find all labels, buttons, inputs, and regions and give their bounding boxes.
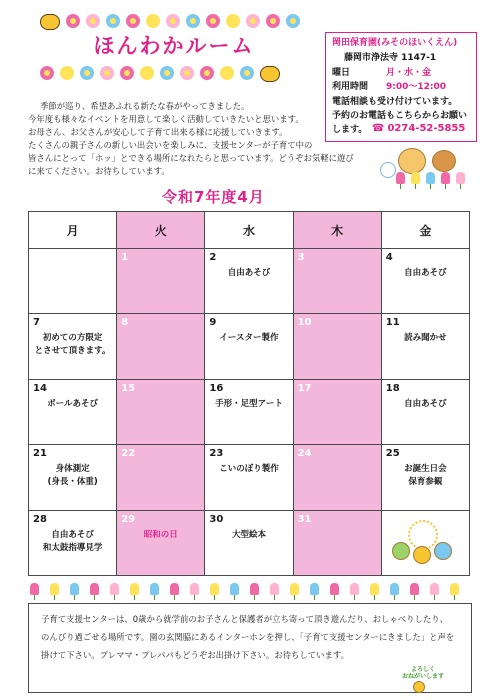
day-number: 2 — [209, 252, 217, 263]
calendar-day-cell — [29, 249, 117, 314]
day-number: 18 — [385, 382, 400, 394]
calendar-week-row — [29, 249, 470, 314]
calendar-day-cell — [29, 314, 117, 379]
event-text: 身体測定 — [55, 464, 90, 475]
day-number: 21 — [33, 448, 47, 460]
calendar-day-cell — [117, 445, 205, 510]
day-event — [205, 529, 292, 542]
mascot-sign-line-1: よろしく — [410, 666, 435, 673]
calendar-day-cell — [29, 445, 117, 510]
calendar-day-cell — [381, 314, 469, 379]
day-number: 31 — [297, 513, 312, 525]
page-title: ほんわかルーム — [93, 34, 255, 58]
calendar-day-cell — [205, 445, 293, 510]
day-event — [205, 267, 292, 280]
day-number: 25 — [385, 448, 400, 460]
day-number: 15 — [121, 382, 136, 394]
day-number: 17 — [297, 382, 312, 394]
calendar-day-cell — [293, 510, 381, 575]
day-number: 16 — [209, 382, 224, 394]
calendar-day-cell — [117, 510, 205, 575]
event-text: 読み聞かせ — [404, 333, 447, 344]
weekday-mon: 月 — [29, 212, 117, 249]
calendar-day-cell — [293, 379, 381, 444]
child-icon — [392, 542, 410, 560]
event-text: お誕生日会 — [404, 464, 447, 475]
event-text: ボールあそび — [47, 398, 99, 409]
bottom-line-1: 子育て支援センターは、0歳から就学前のお子さんと保護者が立ち寄って頂き遊んだり、おしゃべりしたり、 — [41, 614, 448, 624]
day-event — [117, 529, 204, 542]
calendar-day-cell — [117, 379, 205, 444]
flower-border-bottom — [40, 66, 280, 82]
address: 藤岡市浄法寺 1147-1 — [344, 53, 437, 63]
phone-number: 0274-52-5855 — [387, 123, 466, 134]
event-text: とさせて頂きます。 — [34, 346, 111, 357]
child-icon — [413, 546, 431, 564]
bear-icon — [432, 150, 456, 172]
event-text: 昭和の日 — [143, 529, 178, 540]
day-event — [382, 332, 469, 345]
weekday-thu: 木 — [293, 212, 381, 249]
event-text: 自由あそび — [227, 268, 271, 278]
day-event — [29, 332, 116, 358]
intro-line-3: お母さん、お父さんが安心して子育て出来る様に応援していきます。 — [28, 127, 288, 137]
calendar-day-cell — [205, 249, 293, 314]
calendar-week-row — [29, 445, 470, 510]
event-text: 大型絵本 — [231, 529, 266, 540]
calendar-day-cell — [293, 445, 381, 510]
day-event — [205, 332, 292, 345]
event-text: イースター製作 — [219, 333, 279, 344]
mascot-sign — [393, 666, 453, 680]
day-number: 10 — [297, 317, 312, 329]
calendar-day-cell — [381, 249, 469, 314]
day-event — [29, 529, 116, 555]
day-event — [382, 398, 469, 411]
event-text: (身長・体重) — [47, 477, 98, 488]
day-number: 14 — [33, 382, 47, 394]
day-number: 30 — [209, 513, 224, 525]
day-number: 1 — [121, 252, 129, 263]
day-number: 3 — [297, 252, 305, 263]
org-name: 岡田保育園(みそのほいくえん) — [332, 38, 458, 48]
calendar-week-row — [29, 314, 470, 379]
day-number: 4 — [385, 252, 393, 263]
event-text: こいのぼり製作 — [219, 464, 279, 475]
calendar-day-cell — [381, 445, 469, 510]
day-number: 28 — [33, 513, 47, 525]
event-text: 初めての方限定 — [42, 333, 103, 344]
calendar-day-cell — [117, 314, 205, 379]
day-number: 11 — [385, 317, 400, 329]
hours-value: 9:00～12:00 — [386, 82, 447, 92]
day-number: 24 — [297, 448, 312, 460]
calendar-day-cell — [205, 379, 293, 444]
children-illustration — [388, 520, 460, 570]
child-icon — [434, 542, 452, 560]
note-line-1: 電話相談も受け付けています。 — [332, 97, 458, 107]
day-event — [382, 463, 469, 489]
bear-icon — [398, 148, 426, 174]
day-number: 23 — [209, 448, 224, 460]
weekday-fri: 金 — [381, 212, 469, 249]
intro-line-2: 今年度も様々なイベントを用意して楽しく活動していきたいと思います。 — [28, 114, 304, 124]
day-number: 22 — [121, 448, 136, 460]
bear-mascots-illustration — [380, 142, 470, 197]
calendar-day-cell — [205, 510, 293, 575]
info-box — [325, 32, 477, 142]
days-label: 曜日 — [332, 68, 351, 78]
phone-row — [372, 123, 465, 134]
flower-border-top — [40, 14, 300, 30]
calendar-day-cell — [293, 314, 381, 379]
weekday-header-row — [29, 212, 470, 249]
calendar-day-cell — [381, 379, 469, 444]
day-number: 29 — [121, 513, 136, 525]
day-event — [29, 398, 116, 411]
calendar-day-cell — [293, 249, 381, 314]
bee-icon — [40, 14, 60, 30]
bee-icon — [260, 66, 280, 82]
day-event — [29, 463, 116, 489]
tulip-border — [30, 583, 459, 595]
intro-line-1: 季節が巡り、希望あふれる新たな春がやってきました。 — [40, 101, 250, 111]
day-event — [382, 267, 469, 280]
event-text: 自由あそび — [404, 268, 447, 278]
calendar-week-row — [29, 379, 470, 444]
bottom-line-2: のんびり過ごせる場所です。園の玄関脇にあるインターホンを押し、「子育て支援センターにきました」と声を — [41, 632, 455, 642]
bottom-line-3: 掛けて下さい。プレママ・プレパパもどうぞお出掛け下さい。お待ちしています。 — [41, 650, 349, 660]
day-number: 8 — [121, 317, 129, 329]
weekday-wed: 水 — [205, 212, 293, 249]
intro-line-4: たくさんの親子さんの新しい出会いを楽しみに、支援センターが子育て中の — [28, 140, 313, 150]
month-title: 令和7年度4月 — [162, 188, 265, 206]
event-text: 保育参観 — [408, 477, 443, 488]
tulip-row-small — [396, 172, 465, 184]
calendar-day-cell — [117, 249, 205, 314]
event-text: 手形・足型アート — [215, 398, 283, 409]
child-mascot-icon — [413, 681, 425, 693]
note-line-3: します。 — [332, 125, 368, 135]
event-text: 自由あそび — [51, 529, 94, 540]
note-line-2: 予約のお電話もこちらからお願い — [332, 111, 468, 121]
calendar-day-cell — [205, 314, 293, 379]
phone-icon: ☎ — [372, 123, 385, 134]
intro-line-6: に来てください。お待ちしています。 — [28, 166, 170, 176]
day-number: 7 — [33, 317, 40, 329]
event-text: 自由あそび — [404, 398, 447, 409]
bottom-info-box — [28, 603, 472, 693]
day-number: 9 — [209, 317, 217, 329]
calendar-day-cell — [29, 510, 117, 575]
day-event — [205, 398, 292, 411]
days-value: 月・水・金 — [386, 68, 432, 78]
calendar-day-cell — [29, 379, 117, 444]
intro-line-5: 皆さんにとって「ホッ」とできる場所になれたらと思っています。どうぞお気軽に遊び — [28, 153, 354, 163]
mascot-sign-line-2: おねがいします — [401, 673, 444, 680]
weekday-tue: 火 — [117, 212, 205, 249]
hours-label: 利用時間 — [332, 82, 369, 92]
event-text: 和太鼓指導見学 — [42, 542, 103, 553]
day-event — [205, 463, 292, 476]
mouse-icon — [380, 162, 396, 178]
